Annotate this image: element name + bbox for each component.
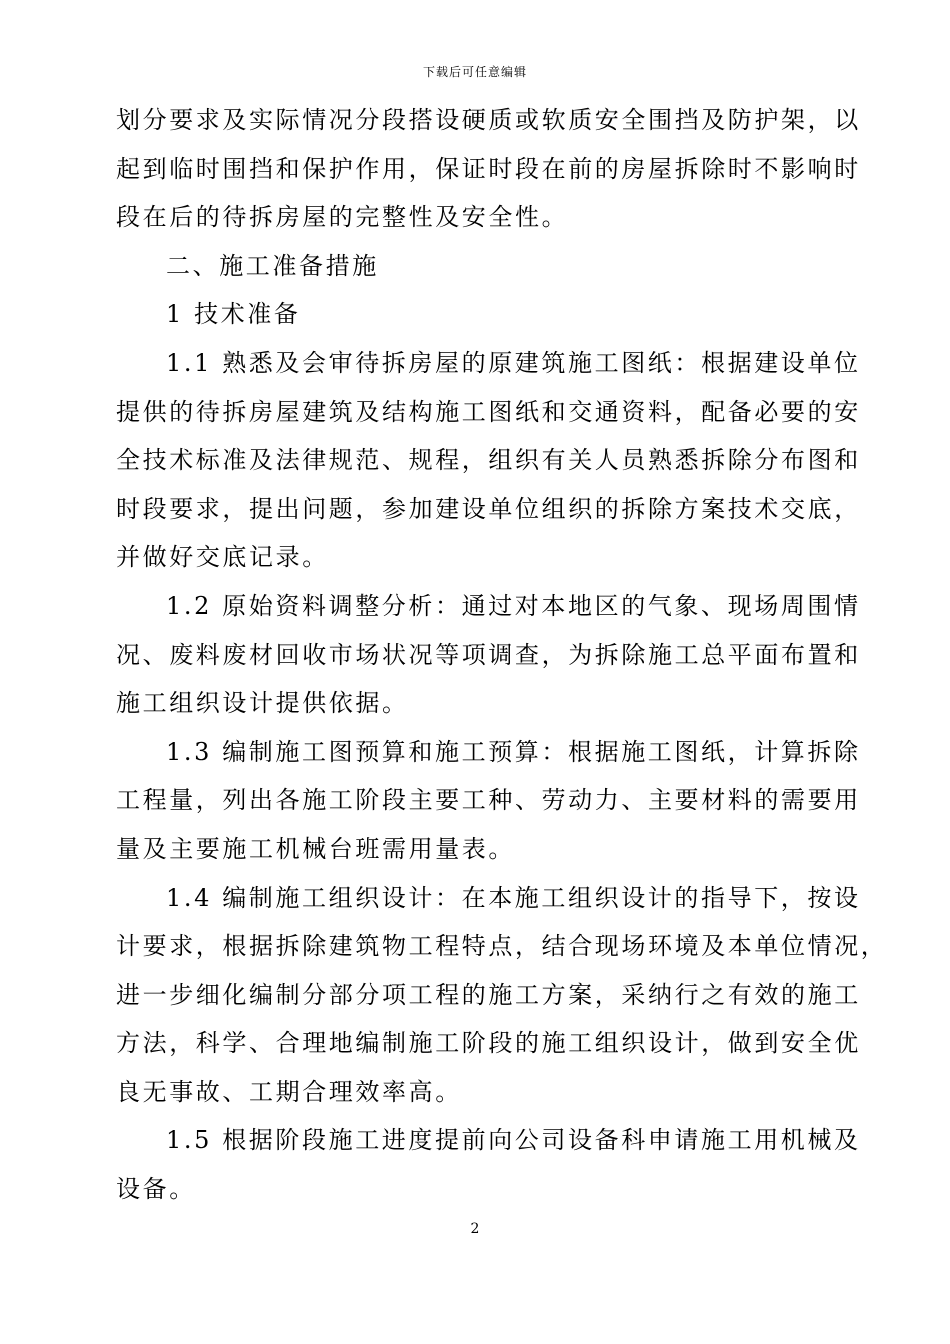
paragraph-start: 1.4 编制施工组织设计：在本施工组织设计的指导下，按设 [166, 883, 861, 912]
body-line: 起到临时围挡和保护作用，保证时段在前的房屋拆除时不影响时 [116, 154, 861, 183]
body-line: 并做好交底记录。 [116, 543, 329, 572]
section-heading: 二、施工准备措施 [166, 251, 379, 280]
body-line: 方法，科学、合理地编制施工阶段的施工组织设计，做到安全优 [116, 1029, 861, 1058]
body-line: 况、废料废材回收市场状况等项调查，为拆除施工总平面布置和 [116, 640, 861, 669]
paragraph-start: 1.1 熟悉及会审待拆房屋的原建筑施工图纸：根据建设单位 [166, 348, 861, 377]
body-line: 工程量，列出各施工阶段主要工种、劳动力、主要材料的需要用 [116, 786, 861, 815]
body-line: 施工组织设计提供依据。 [116, 689, 409, 718]
page-header: 下载后可任意编辑 [422, 65, 527, 79]
body-line: 提供的待拆房屋建筑及结构施工图纸和交通资料，配备必要的安 [116, 397, 861, 426]
page-number: 2 [470, 1221, 480, 1237]
body-line: 进一步细化编制分部分项工程的施工方案，采纳行之有效的施工 [116, 980, 861, 1009]
paragraph-start: 1.2 原始资料调整分析：通过对本地区的气象、现场周围情 [166, 591, 861, 620]
body-line: 段在后的待拆房屋的完整性及安全性。 [116, 203, 569, 232]
body-line: 计要求，根据拆除建筑物工程特点，结合现场环境及本单位情况， [116, 932, 888, 961]
body-line: 时段要求，提出问题，参加建设单位组织的拆除方案技术交底， [116, 494, 861, 523]
subsection-heading: 1 技术准备 [166, 300, 301, 329]
body-line: 良无事故、工期合理效率高。 [116, 1077, 462, 1106]
paragraph-start: 1.5 根据阶段施工进度提前向公司设备科申请施工用机械及 [166, 1126, 861, 1155]
body-line: 全技术标准及法律规范、规程，组织有关人员熟悉拆除分布图和 [116, 446, 861, 475]
paragraph-start: 1.3 编制施工图预算和施工预算：根据施工图纸，计算拆除 [166, 737, 861, 766]
body-line: 划分要求及实际情况分段搭设硬质或软质安全围挡及防护架，以 [116, 106, 861, 134]
body-line: 量及主要施工机械台班需用量表。 [116, 834, 515, 863]
body-line: 设备。 [116, 1175, 196, 1204]
document-body [116, 96, 888, 1214]
